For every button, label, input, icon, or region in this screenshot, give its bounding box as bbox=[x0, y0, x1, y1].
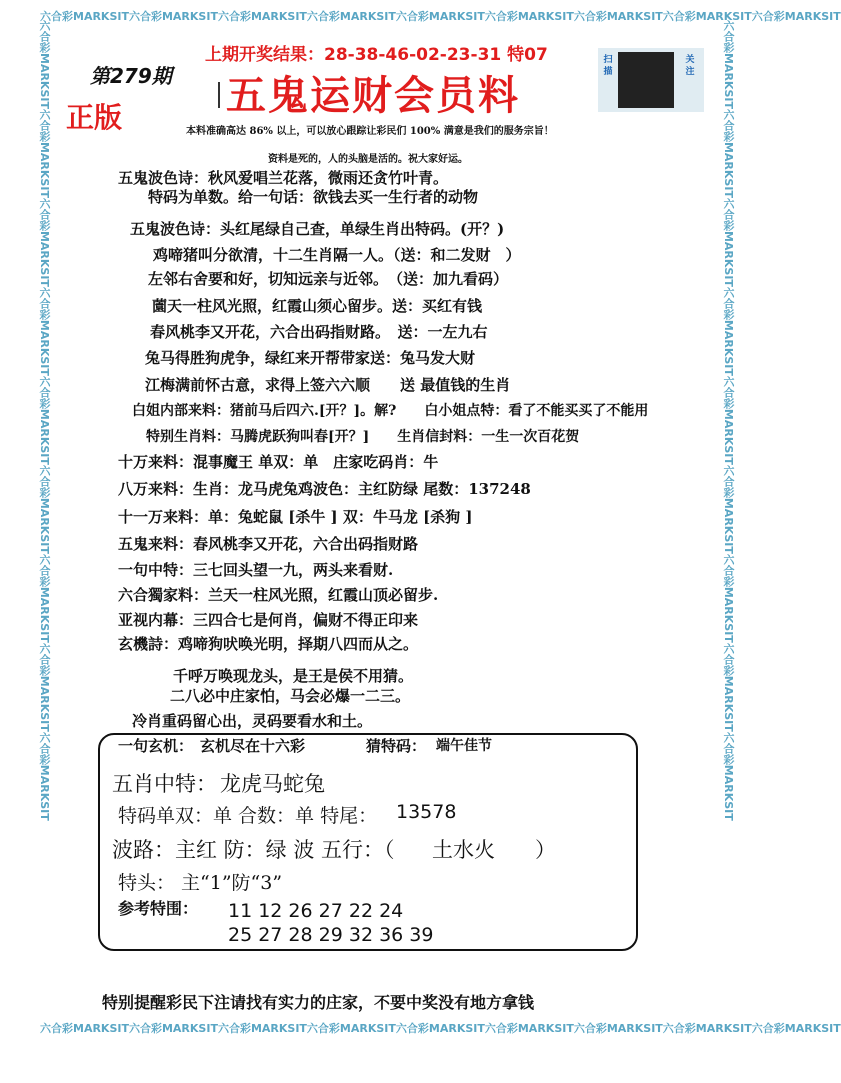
content-line: 玄機詩：鸡啼狗吠唤光明，择期八四而从之。 bbox=[118, 635, 419, 653]
danshuang-line: 特码单双：单 合数：单 特尾： bbox=[118, 805, 378, 827]
ref-label: 参考特围： bbox=[118, 899, 199, 918]
content-line: 十万来料：混事魔王 单双：单 庄家吃码肖：牛 bbox=[118, 453, 439, 471]
watermark-border-bottom: 六合彩MARKSIT六合彩MARKSIT六合彩MARKSIT六合彩MARKSIT六合彩MARKSIT六合彩MARKSIT六合彩MARKSIT六合彩MARKSIT六合彩MARKSIT bbox=[40, 1022, 841, 1035]
intro-line-2: 资料是死的，人的头脑是活的。祝大家好运。 bbox=[268, 154, 468, 165]
content-line: 白姐内部来料：猪前马后四六.[开？]。解? 白小姐点特：看了不能买买了不能用 bbox=[132, 403, 649, 419]
xuanji-value: 玄机尽在十六彩 bbox=[200, 737, 306, 755]
content-line: 亚视内幕：三四合七是何肖，偏财不得正印来 bbox=[118, 611, 419, 629]
issue-number: 第279期 bbox=[90, 64, 172, 88]
wuxing-value: 土水火 bbox=[432, 838, 495, 862]
content-line: 特码为单数。给一句话：欲钱去买一生行者的动物 bbox=[148, 188, 479, 206]
watermark-border-top: 六合彩MARKSIT六合彩MARKSIT六合彩MARKSIT六合彩MARKSIT六合彩MARKSIT六合彩MARKSIT六合彩MARKSIT六合彩MARKSIT六合彩MARKSIT bbox=[40, 10, 841, 23]
qr-code-panel bbox=[598, 48, 704, 112]
tail-value: 13578 bbox=[396, 801, 457, 823]
content-line: 春风桃李又开花，六合出码指财路。 送：一左九右 bbox=[150, 323, 488, 341]
ref-row-1: 11 12 26 27 22 24 bbox=[228, 900, 404, 922]
content-line: 薗天一柱风光照，红霞山须心留步。送：买红有钱 bbox=[152, 297, 483, 315]
guess-label: 猜特码： bbox=[366, 737, 427, 755]
page-title: 五鬼运财会员料 bbox=[226, 72, 520, 119]
intro-line-1: 本料准确高达 86% 以上，可以放心跟踪让彩民们 100% 满意是我们的服务宗旨！ bbox=[186, 126, 554, 137]
guess-value: 端午佳节 bbox=[436, 738, 492, 754]
xuanji-label: 一句玄机： bbox=[118, 737, 194, 755]
content-line: 五鬼波色诗：头红尾绿自己查，单绿生肖出特码。(开？) bbox=[130, 220, 505, 238]
content-line: 五鬼来料：春风桃李又开花，六合出码指财路 bbox=[118, 535, 419, 553]
ref-row-2: 25 27 28 29 32 36 39 bbox=[228, 924, 434, 946]
last-result: 上期开奖结果：28-38-46-02-23-31 特07 bbox=[205, 45, 548, 65]
wuxiao-value: 龙虎马蛇兔 bbox=[220, 772, 325, 796]
content-line: 十一万来料：单：兔蛇鼠 [杀牛 ] 双：牛马龙 [杀狗 ] bbox=[118, 508, 473, 526]
poem-line: 二八必中庄家怕，马会必爆一二三。 bbox=[170, 687, 411, 705]
footer-notice: 特别提醒彩民下注请找有实力的庄家，不要中奖没有地方拿钱 bbox=[102, 993, 535, 1012]
poem-line: 冷肖重码留心出，灵码要看水和土。 bbox=[132, 712, 373, 730]
title-divider bbox=[218, 82, 220, 108]
edition-label: 正版 bbox=[66, 101, 123, 134]
qr-right-label: 关注 bbox=[685, 55, 695, 77]
qr-code-icon bbox=[618, 52, 674, 108]
content-line: 特别生肖料：马腾虎跃狗叫春[开？] 生肖信封料：一生一次百花贺 bbox=[146, 429, 580, 445]
tetou-line: 特头： 主“1”防“3” bbox=[118, 872, 283, 894]
bolu-end: ） bbox=[535, 838, 556, 862]
bolu-line: 波路：主红 防：绿 波 五行：（ bbox=[112, 838, 395, 862]
content-line: 八万来料：生肖：龙马虎兔鸡波色：主红防绿 尾数：137248 bbox=[118, 480, 531, 498]
wuxiao-label: 五肖中特： bbox=[112, 772, 217, 796]
content-line: 兔马得胜狗虎争，绿红来开帮带家送：兔马发大财 bbox=[145, 349, 476, 367]
content-line: 一句中特：三七回头望一九，两头来看财. bbox=[118, 561, 394, 579]
content-line: 五鬼波色诗：秋风爱唱兰花落，微雨还贪竹叶青。 bbox=[118, 169, 449, 187]
qr-left-label: 扫描 bbox=[603, 55, 613, 77]
watermark-border-left: 六合彩MARKSIT六合彩MARKSIT六合彩MARKSIT六合彩MARKSIT六合彩MARKSIT六合彩MARKSIT六合彩MARKSIT六合彩MARKSIT六合彩MARKSIT bbox=[38, 20, 51, 821]
watermark-border-right: 六合彩MARKSIT六合彩MARKSIT六合彩MARKSIT六合彩MARKSIT六合彩MARKSIT六合彩MARKSIT六合彩MARKSIT六合彩MARKSIT六合彩MARKSIT bbox=[722, 20, 735, 821]
content-line: 左邻右舍要和好，切知远亲与近邻。 （送：加九看码） bbox=[148, 270, 509, 288]
content-line: 六合獨家料：兰天一柱风光照，红霞山顶必留步. bbox=[118, 586, 439, 604]
content-line: 江梅满前怀古意，求得上签六六顺 送 最值钱的生肖 bbox=[145, 376, 511, 394]
content-line: 鸡啼猪叫分欲清，十二生肖隔一人。（送：和二发财 ） bbox=[153, 246, 521, 264]
poem-line: 千呼万唤现龙头，是王是侯不用猜。 bbox=[173, 667, 414, 685]
